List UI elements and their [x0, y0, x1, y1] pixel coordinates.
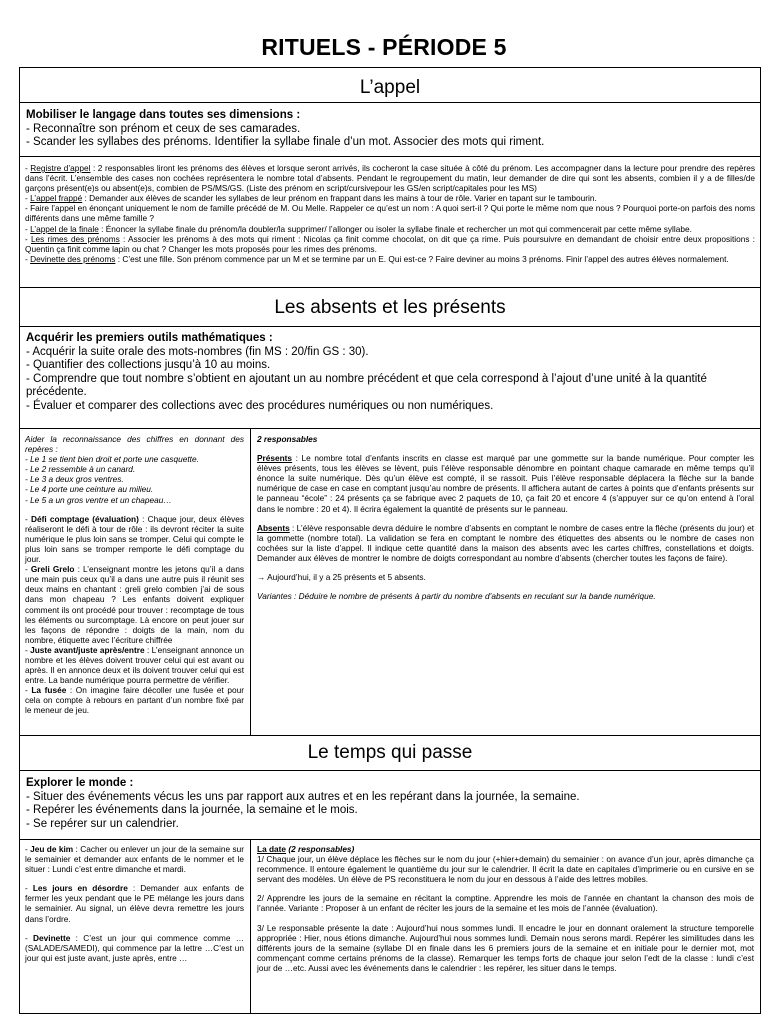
variantes-line: Variantes : Déduire le nombre de présents à partir du nombre d’absents en reculant sur la bande numérique. — [257, 591, 656, 602]
repere-item: - Le 2 ressemble à un canard. — [25, 464, 136, 475]
activity-item: - L’appel de la finale : Énoncer la syllabe finale du prénom/la doubler/la supprimer/ l’allonger ou isoler la syllabe finale et rechercher un mot qui commencerait par cette même syllabe. — [25, 223, 692, 234]
temps-left-column — [25, 844, 244, 963]
column-divider — [250, 428, 251, 735]
divider — [20, 287, 760, 288]
objective-item: - Comprendre que tout nombre s’obtient en ajoutant un au nombre précédent et que cela correspond à l’ajout d’une unité à la quantité précédente. — [26, 372, 707, 398]
activity-item: - Les rimes des prénoms : Associer les prénoms à des mots qui riment : Nicolas ça finit comme chocolat, on dit que ça rime. Puis poursuivre en demandant de choisir entre deux propositions : Quentin ça finit comme lapin ou chat ? Changer les mots proposés pour les rimes des prénoms. — [25, 233, 755, 254]
presents-paragraph: Présents : Le nombre total d’enfants inscrits en classe est marqué par une gommette sur la bande numérique. Pour compter les élèves présents, tous les élèves se lèvent, puis l’élève responsable dénombre en pointant chaque camarade en même temps qu’il énonce la suite numérique. Dès qu’un élève est compté, il se rassoit. Puis l’élève responsable déplacera la flèche sur la bande numérique de case en case en comptant jusqu’au nombre de présents. Il affichera autant de cartes à points que d’enfants présents sur le panneau “école” : 24 présents ça se fabrique avec 2 paquets de 10, ça fait 20 et encore 4 (s’appuyer sur ce qu’on entend à l’oral dans le nombre : 20 et 4). Il écrira également la quantité de présents sur le panneau. — [257, 453, 754, 514]
objective-item: - Acquérir la suite orale des mots-nombres (fin MS : 20/fin GS : 30). — [26, 345, 369, 358]
activities-appel — [25, 163, 755, 264]
objective-item: - Situer des événements vécus les uns par rapport aux autres et en les repérant dans la journée, la semaine. — [26, 790, 580, 803]
activity-item: - L’appel frappé : Demander aux élèves de scander les syllabes de leur prénom en frappant dans les mains à tour de rôle. Varier en tapant sur le tambourin. — [25, 193, 597, 204]
column-divider — [250, 839, 251, 1013]
divider — [20, 428, 760, 429]
objective-item: - Quantifier des collections jusqu’à 10 au moins. — [26, 359, 271, 371]
game-item: - Les jours en désordre : Demander aux enfants de fermer les yeux pendant que le PE mélange les jours dans le semainier. Au signal, un élève devra remettre les jours dans l’ordre. — [25, 883, 245, 924]
objectives-title: Explorer le monde : — [26, 777, 134, 789]
section-header-temps: Le temps qui passe — [307, 742, 473, 763]
objectives-title: Acquérir les premiers outils mathématiques : — [26, 332, 273, 344]
repere-item: - Le 4 porte une ceinture au milieu. — [25, 484, 154, 495]
divider — [20, 326, 760, 327]
game-item: - Défi comptage (évaluation) : Chaque jour, deux élèves réaliseront le défi à tour de rôle : ils devront réciter la suite numérique le plus loin sans se tromper. Celui qui compte le plus loin sans se tromper remporte le défi comptage du jour. — [25, 513, 244, 565]
objective-item: - Repérer les événements dans la journée, la semaine et le mois. — [26, 804, 358, 816]
divider — [20, 735, 760, 736]
activity-item: - Faire l’appel en énonçant uniquement le nom de famille précédé de M. Ou Melle. Rappeler ce qu’est un nom : A quoi sert-il ? Qui porte le même nom que nous ? Pourquoi porte-on parfois des noms différents dans une même famille ? — [25, 203, 755, 224]
rituels-table — [19, 67, 761, 1014]
objectives-absents — [26, 332, 754, 413]
objective-item: - Évaluer et comparer des collections avec des procédures numériques ou non numériques. — [26, 399, 494, 412]
game-item: - La fusée : On imagine faire décoller une fusée et pour cela on compte à rebours en partant d’un nombre fixé par le meneur de jeu. — [25, 685, 244, 716]
objective-item: - Scander les syllabes des prénoms. Identifier la syllabe finale d’un mot. Associer des mots qui riment. — [26, 136, 545, 148]
section-header-appel: L’appel — [359, 77, 421, 98]
page-title: RITUELS - PÉRIODE 5 — [261, 34, 507, 60]
objectives-temps — [26, 777, 754, 831]
objectives-title: Mobiliser le langage dans toutes ses dimensions : — [26, 109, 301, 121]
divider — [20, 770, 760, 771]
temps-right-column — [257, 844, 754, 973]
repere-item: - Le 3 a deux gros ventres. — [25, 474, 124, 485]
date-paragraph: 3/ Le responsable présente la date : Aujourd’hui nous sommes lundi. Il encadre le jour en donnant oralement la structure temporelle appropriée : Hier, nous étions dimanche. Aujourd’hui nous sommes lundi. Demain nous serons mardi. Repérer les similitudes dans les différents jours de la semaine (syllabe DI en finale dans les 6 premiers jours de la semaine et en initiale pour le dernier mot, mot commençant comme certains prénoms de la classe). Remarquer les temps forts de chaque jour selon l’edt de la classe : lundi c’est jour de …etc. Aussi avec les événements dans le calendrier : les repérer, les situer dans le temps. — [257, 922, 754, 973]
example-line: → Aujourd’hui, il y a 25 présents et 5 absents. — [257, 572, 426, 583]
absents-paragraph: Absents : L’élève responsable devra déduire le nombre d’absents en comptant le nombre de cases entre la flèche (présents du jour) et la gommette (nombre total). La validation se fera en comptant le nombre des étiquettes des absents ou le nombre de cases non cochées sur la liste d’appel. Il indique cette quantité dans la maison des absents avec les cartes chiffres, constellations et doigts. Demander aux élèves de montrer le nombre de doigts correspondant au nombre d’absents (chercher toutes les façons de faire). — [257, 522, 754, 563]
divider — [20, 156, 760, 157]
game-item: - Jeu de kim : Cacher ou enlever un jour de la semaine sur le semainier et demander aux enfants de le nommer et le situer : Lundi c’est entre dimanche et mardi. — [25, 844, 245, 875]
activity-item: - Devinette des prénoms : C’est une fille. Son prénom commence par un M et se termine par un E. Qui est-ce ? Faire deviner au moins 3 prénoms. Finir l’appel des autres élèves normalement. — [25, 253, 729, 264]
objectives-appel — [26, 109, 754, 150]
date-heading: La date (2 responsables) — [257, 844, 355, 854]
reperes-intro: Aider la reconnaissance des chiffres en donnant des repères : — [25, 434, 244, 455]
divider — [20, 102, 760, 103]
date-paragraph: 2/ Apprendre les jours de la semaine en récitant la comptine. Apprendre les mois de l’année en chantant la chanson des mois de l’année. Variante : Proposer à un enfant de réciter les jours de la semaine et les mois de l’année (évaluation). — [257, 893, 754, 914]
game-item: - Devinette : C’est un jour qui commence comme …(SALADE/SAMEDI), qui commence par la lettre …C’est un jour qui est juste avant, juste après, entre … — [25, 932, 245, 963]
absents-right-column — [257, 434, 754, 601]
objective-item: - Reconnaître son prénom et ceux de ses camarades. — [26, 122, 301, 135]
section-header-absents: Les absents et les présents — [274, 297, 506, 318]
repere-item: - Le 5 a un gros ventre et un chapeau… — [25, 494, 172, 505]
activity-item: - Registre d’appel : 2 responsables liront les prénoms des élèves et lorsque seront arrivés, ils cocheront la case située à côté du prénom. Les accompagner dans la lecture pour prendre des repères dans l’écrit. L’ensemble des cases non cochées représentera le nombre total d’absents. Pendant le regroupement du matin, leur demander de dire qui sont les absents, combien il y a de filles/de garçons présent(e)s ou absent(e)s, combien de PS/MS/GS. (Liste des prénom en script/cursivepour les GS/en script/capitales pour les MS) — [25, 163, 755, 194]
objective-item: - Se repérer sur un calendrier. — [26, 817, 179, 830]
divider — [20, 839, 760, 840]
absents-left-column — [25, 434, 244, 716]
game-item: - Juste avant/juste après/entre : L’enseignant annonce un nombre et les élèves doivent trouver celui qui est avant ou après. Il en annonce deux et ils doivent trouver celui qui est entre. La bande numérique pourra permettre de vérifier. — [25, 644, 244, 686]
game-item: - Greli Grelo : L’enseignant montre les jetons qu’il a dans une main puis ceux qu’il a dans une autre puis il réunit ses deux mains en chantant : greli grelo combien j’ai de sous dans mon chapeau ? Les enfants doivent expliquer comment ils ont procédé pour trouver : recomptage de tous les éléments ou surcomptage. Là encore on peut jouer sur les façons de répondre : doigts de la main, nom du nombre, étiquette avec l’écriture chiffrée — [25, 564, 244, 645]
date-paragraph: 1/ Chaque jour, un élève déplace les flèches sur le nom du jour (+hier+demain) du semainier : on avance d’un jour, après dimanche ça recommence. Il entoure également le quantième du jour sur le calendrier. Il écrit la date en capitales d’imprimerie ou en cursive en se servant des modèles. Un élève de PS reconstituera le nom du jour en dessous à l’aide des lettres mobiles. — [257, 854, 754, 885]
repere-item: - Le 1 se tient bien droit et porte une casquette. — [25, 454, 199, 465]
responsables-label: 2 responsables — [257, 434, 318, 444]
